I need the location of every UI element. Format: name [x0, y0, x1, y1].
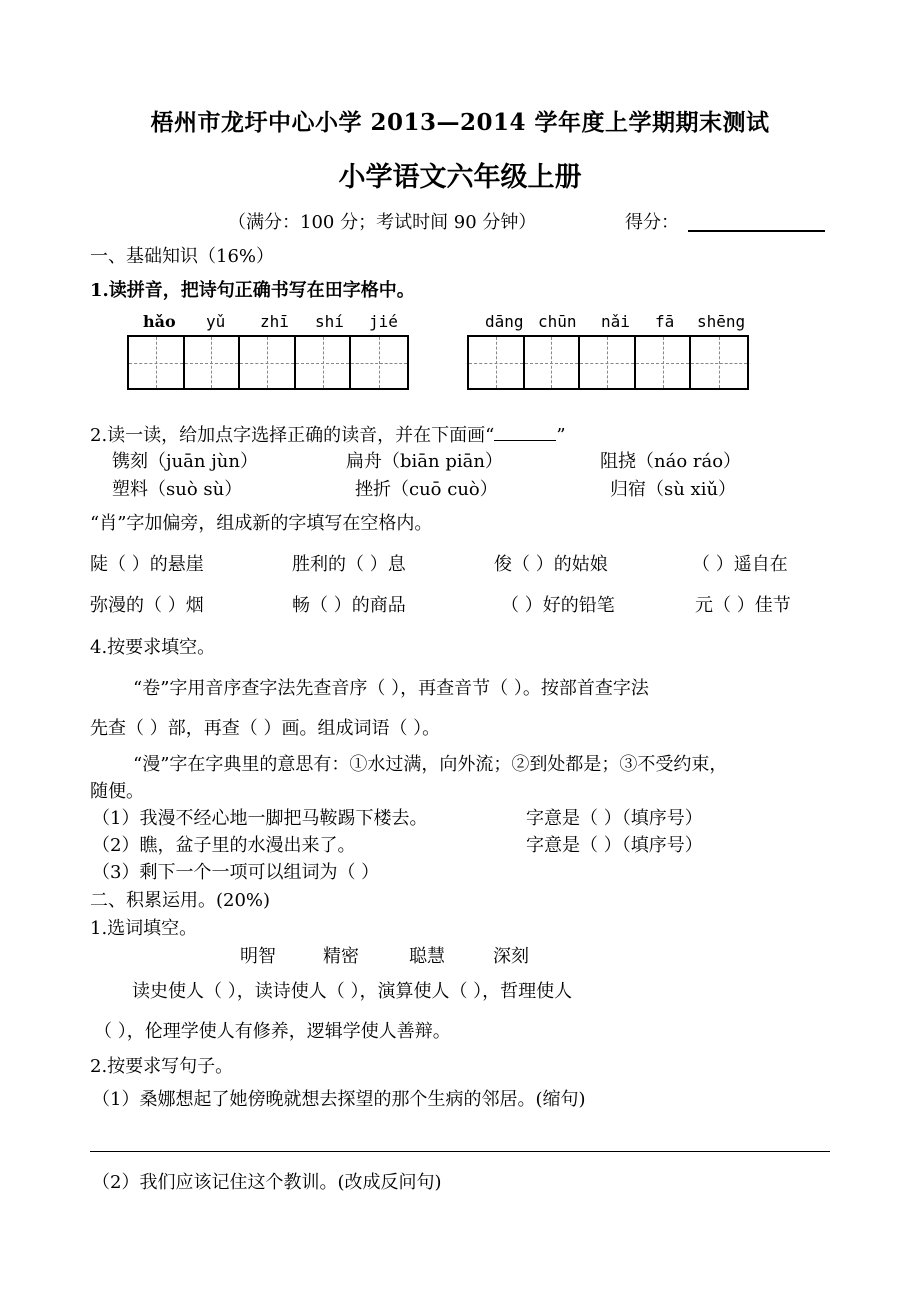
- pronunciation-item[interactable]: 塑料（suò sù）: [112, 479, 243, 500]
- word-option: 聪慧: [409, 946, 445, 967]
- pronunciation-item[interactable]: 阻挠（náo ráo）: [600, 451, 742, 472]
- pinyin: yǔ: [206, 312, 226, 331]
- q4-line: “漫”字在字典里的意思有：①水过满，向外流；②到处都是；③不受约束，: [133, 754, 728, 775]
- grid-cell[interactable]: [185, 337, 241, 388]
- q4-line: 先查（ ）部，再查（ ）画。组成词语（ ）。: [90, 718, 441, 739]
- s2-q1-prompt: 1.选词填空。: [90, 918, 198, 939]
- s2-q2-prompt: 2.按要求写句子。: [90, 1056, 234, 1077]
- pronunciation-item[interactable]: 归宿（sù xiǔ）: [610, 479, 737, 500]
- grid-cell[interactable]: [691, 337, 747, 388]
- pronunciation-item[interactable]: 挫折（cuō cuò）: [355, 479, 498, 500]
- pinyin: chūn: [538, 312, 577, 331]
- section1-heading: 一、基础知识（16%）: [90, 246, 275, 267]
- underline-sample: [494, 424, 556, 441]
- fill-item[interactable]: 元（ ）佳节: [695, 595, 791, 616]
- score-blank[interactable]: [688, 230, 825, 232]
- pinyin: shēng: [697, 312, 746, 331]
- grid-cell[interactable]: [525, 337, 581, 388]
- q4-prompt: 4.按要求填空。: [90, 637, 216, 658]
- pinyin: fā: [655, 312, 675, 331]
- exam-meta: （满分：100 分；考试时间 90 分钟）: [228, 212, 537, 233]
- q3-prompt: “肖”字加偏旁，组成新的字填写在空格内。: [90, 513, 433, 534]
- s2-q2-sub2: （2）我们应该记住这个教训。(改成反问句): [92, 1172, 442, 1193]
- grid-cell[interactable]: [580, 337, 636, 388]
- pinyin: hǎo: [143, 312, 176, 331]
- exam-title: 梧州市龙圩中心小学 2013—2014 学年度上学期期末测试: [150, 109, 770, 136]
- tianzige-grid-2: [467, 335, 749, 390]
- score-label: 得分：: [625, 212, 679, 233]
- fill-item[interactable]: （ ）遥自在: [692, 554, 788, 575]
- pronunciation-item[interactable]: 扁舟（biān piān）: [346, 451, 503, 472]
- s2-q1-line[interactable]: （ ），伦理学使人有修养，逻辑学使人善辩。: [94, 1021, 451, 1042]
- grid-cell[interactable]: [296, 337, 352, 388]
- pinyin: nǎi: [601, 312, 630, 331]
- pronunciation-item[interactable]: 镌刻（juān jùn）: [112, 451, 258, 472]
- section2-heading: 二、积累运用。(20%): [90, 890, 271, 911]
- tianzige-grid-1: [127, 335, 409, 390]
- fill-item[interactable]: 弥漫的（ ）烟: [90, 595, 204, 616]
- q4-line: 随便。: [90, 781, 144, 802]
- fill-item[interactable]: 陡（ ）的悬崖: [90, 554, 204, 575]
- fill-item[interactable]: 胜利的（ ）息: [292, 554, 406, 575]
- fill-item[interactable]: 俊（ ）的姑娘: [494, 554, 608, 575]
- fill-item[interactable]: （ ）好的铅笔: [501, 595, 615, 616]
- q4-sub1: （1）我漫不经心地一脚把马鞍踢下楼去。: [92, 808, 428, 829]
- q4-sub1-answer[interactable]: 字意是（ ）（填序号）: [526, 808, 703, 829]
- fill-item[interactable]: 畅（ ）的商品: [292, 595, 406, 616]
- pinyin: shí: [315, 312, 344, 331]
- q2-prompt-text: 2.读一读，给加点字选择正确的读音，并在下面画“: [90, 425, 495, 446]
- q2-prompt: [90, 424, 566, 447]
- q2-prompt-close: ”: [556, 425, 566, 446]
- grid-cell[interactable]: [351, 337, 407, 388]
- s2-q2-sub1: （1）桑娜想起了她傍晚就想去探望的那个生病的邻居。(缩句): [92, 1089, 586, 1110]
- word-option: 精密: [323, 946, 359, 967]
- grid-cell[interactable]: [240, 337, 296, 388]
- exam-subtitle: 小学语文六年级上册: [338, 162, 582, 193]
- q4-sub2-answer[interactable]: 字意是（ ）（填序号）: [526, 835, 703, 856]
- q4-sub2: （2）瞧，盆子里的水漫出来了。: [92, 835, 356, 856]
- grid-cell[interactable]: [129, 337, 185, 388]
- answer-line[interactable]: [90, 1151, 830, 1152]
- pinyin: jié: [369, 312, 398, 331]
- word-option: 明智: [240, 946, 276, 967]
- pinyin: zhī: [260, 312, 289, 331]
- s2-q1-line[interactable]: 读史使人（ ），读诗使人（ ），演算使人（ ），哲理使人: [132, 981, 573, 1002]
- grid-cell[interactable]: [469, 337, 525, 388]
- q4-line: “卷”字用音序查字法先查音序（ ），再查音节（ ）。按部首查字法: [133, 678, 649, 699]
- pinyin: dāng: [485, 312, 524, 331]
- word-option: 深刻: [493, 946, 529, 967]
- q1-prompt: 1.读拼音，把诗句正确书写在田字格中。: [90, 280, 415, 301]
- q4-sub3[interactable]: （3）剩下一个一项可以组词为（ ）: [92, 862, 380, 883]
- grid-cell[interactable]: [636, 337, 692, 388]
